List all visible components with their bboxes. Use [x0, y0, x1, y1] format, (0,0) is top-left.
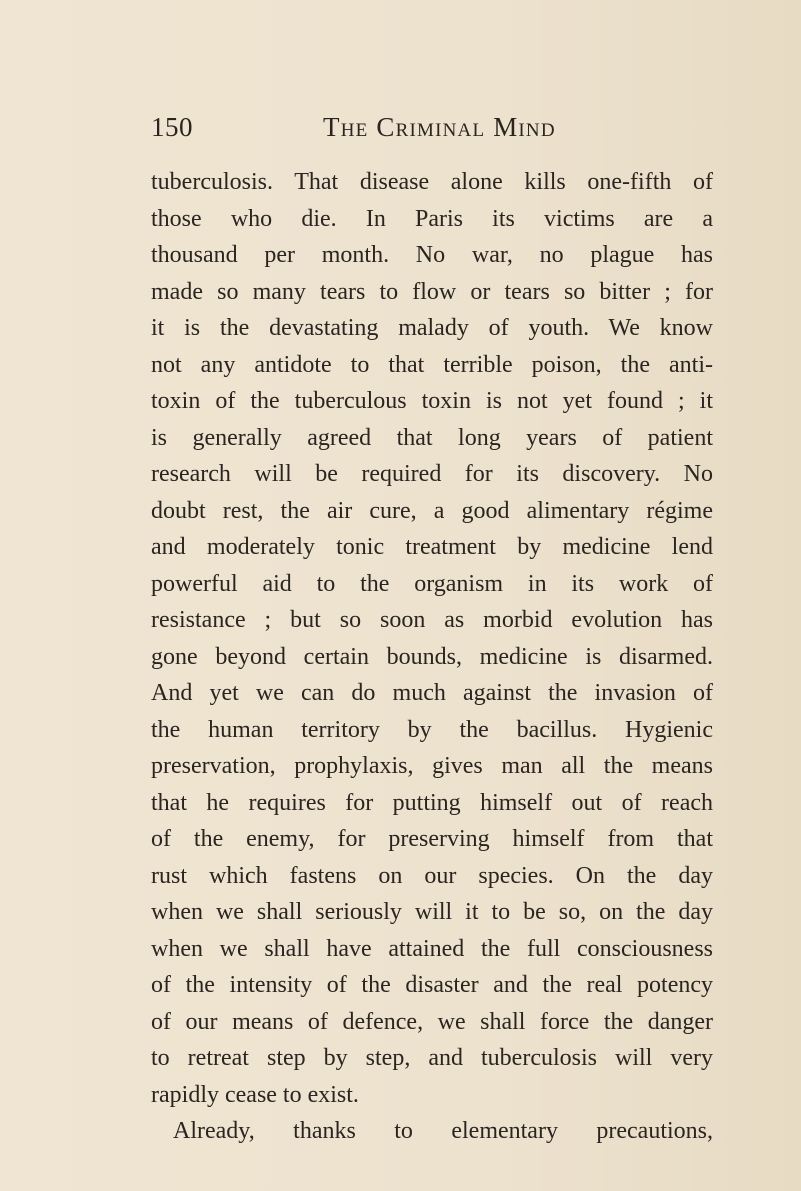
text-line: of the intensity of the disaster and the real potency	[151, 972, 713, 998]
text-line: those who die. In Paris its victims are a	[151, 205, 713, 232]
text-line: resistance ; but so soon as morbid evolution has	[151, 607, 713, 633]
text-line: of the enemy, for preserving himself from that	[151, 826, 713, 852]
text-line: of our means of defence, we shall force the danger	[151, 1008, 713, 1035]
text-line: gone beyond certain bounds, medicine is disarmed.	[151, 643, 713, 670]
text-line: rust which fastens on our species. On the day	[151, 862, 713, 889]
text-line: when we shall seriously will it to be so, on the day	[151, 899, 713, 925]
text-line: when we shall have attained the full consciousness	[151, 935, 713, 962]
text-line: doubt rest, the air cure, a good alimentary régime	[151, 497, 713, 524]
text-line: is generally agreed that long years of patient	[151, 424, 713, 451]
text-line: rapidly cease to exist.	[151, 1081, 359, 1108]
text-line: thousand per month. No war, no plague has	[151, 242, 713, 268]
text-line: Already, thanks to elementary precautions,	[173, 1118, 713, 1144]
text-line: powerful aid to the organism in its work of	[151, 570, 713, 597]
text-line: the human territory by the bacillus. Hygienic	[151, 716, 713, 743]
page-header	[151, 112, 711, 152]
page-number: 150	[151, 112, 193, 142]
body-text	[151, 164, 713, 1150]
text-line: And yet we can do much against the invasion of	[151, 680, 713, 706]
text-line: preservation, prophylaxis, gives man all the means	[151, 753, 713, 779]
text-line: it is the devastating malady of youth. We know	[151, 315, 713, 341]
text-line: that he requires for putting himself out of reach	[151, 789, 713, 816]
text-line: to retreat step by step, and tuberculosis will very	[151, 1045, 713, 1071]
text-line: not any antidote to that terrible poison, the anti-	[151, 351, 713, 378]
text-line: and moderately tonic treatment by medicine lend	[151, 534, 713, 560]
running-title: The Criminal Mind	[323, 112, 556, 142]
text-line: toxin of the tuberculous toxin is not yet found ; it	[151, 388, 713, 414]
text-line: research will be required for its discovery. No	[151, 461, 713, 487]
text-line: made so many tears to flow or tears so bitter ; for	[151, 278, 713, 305]
text-line: tuberculosis. That disease alone kills one-fifth of	[151, 169, 713, 195]
